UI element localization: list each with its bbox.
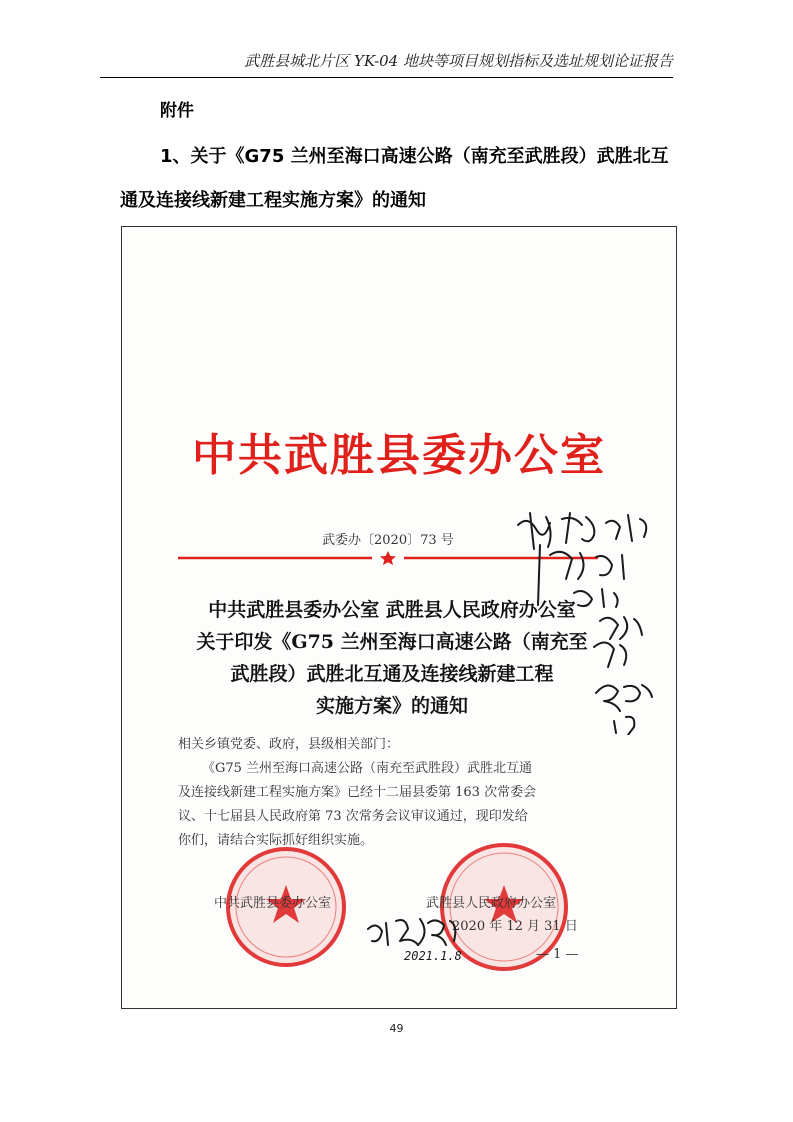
scanned-document [121, 226, 677, 1009]
body-paragraph-line: 及连接线新建工程实施方案》已经十二届县委第 163 次常委会 [178, 785, 537, 800]
red-star-icon [380, 551, 396, 565]
notice-title-line-1: 1、关于《G75 兰州至海口高速公路（南充至武胜段）武胜北互 [160, 146, 669, 167]
body-paragraph-line: 《G75 兰州至海口高速公路（南充至武胜段）武胜北互通 [202, 761, 533, 776]
sender-party-office: 中共武胜县委办公室 [214, 896, 332, 911]
notice-title-line-2: 通及连接线新建工程实施方案》的通知 [120, 190, 426, 211]
handwritten-annotation [510, 505, 670, 735]
body-paragraph-line: 议、十七届县人民政府第 73 次常务会议审议通过，现印发给 [178, 809, 528, 824]
sender-government-office: 武胜县人民政府办公室 [426, 896, 557, 911]
document-title-line: 中共武胜县委办公室 武胜县人民政府办公室 [208, 599, 576, 621]
issue-date: 2020 年 12 月 31 日 [452, 919, 578, 934]
addressee-line: 相关乡镇党委、政府，县级相关部门： [178, 737, 400, 752]
issuing-office-header: 中共武胜县委办公室 [192, 430, 606, 481]
inner-page-number: — 1 — [536, 947, 579, 962]
page-number: 49 [389, 1022, 404, 1035]
document-number: 武委办〔2020〕73 号 [322, 533, 454, 548]
document-title-line: 武胜段）武胜北互通及连接线新建工程 [230, 663, 554, 685]
body-paragraph-line: 你们，请结合实际抓好组织实施。 [178, 833, 374, 848]
document-title-line: 实施方案》的通知 [315, 695, 468, 717]
document-title-line: 关于印发《G75 兰州至海口高速公路（南充至 [196, 631, 588, 653]
attachment-label: 附件 [160, 101, 194, 121]
handwritten-date: 2021.1.8 [404, 949, 462, 963]
running-header: 武胜县城北片区 YK-04 地块等项目规划指标及选址规划论证报告 [100, 50, 673, 78]
